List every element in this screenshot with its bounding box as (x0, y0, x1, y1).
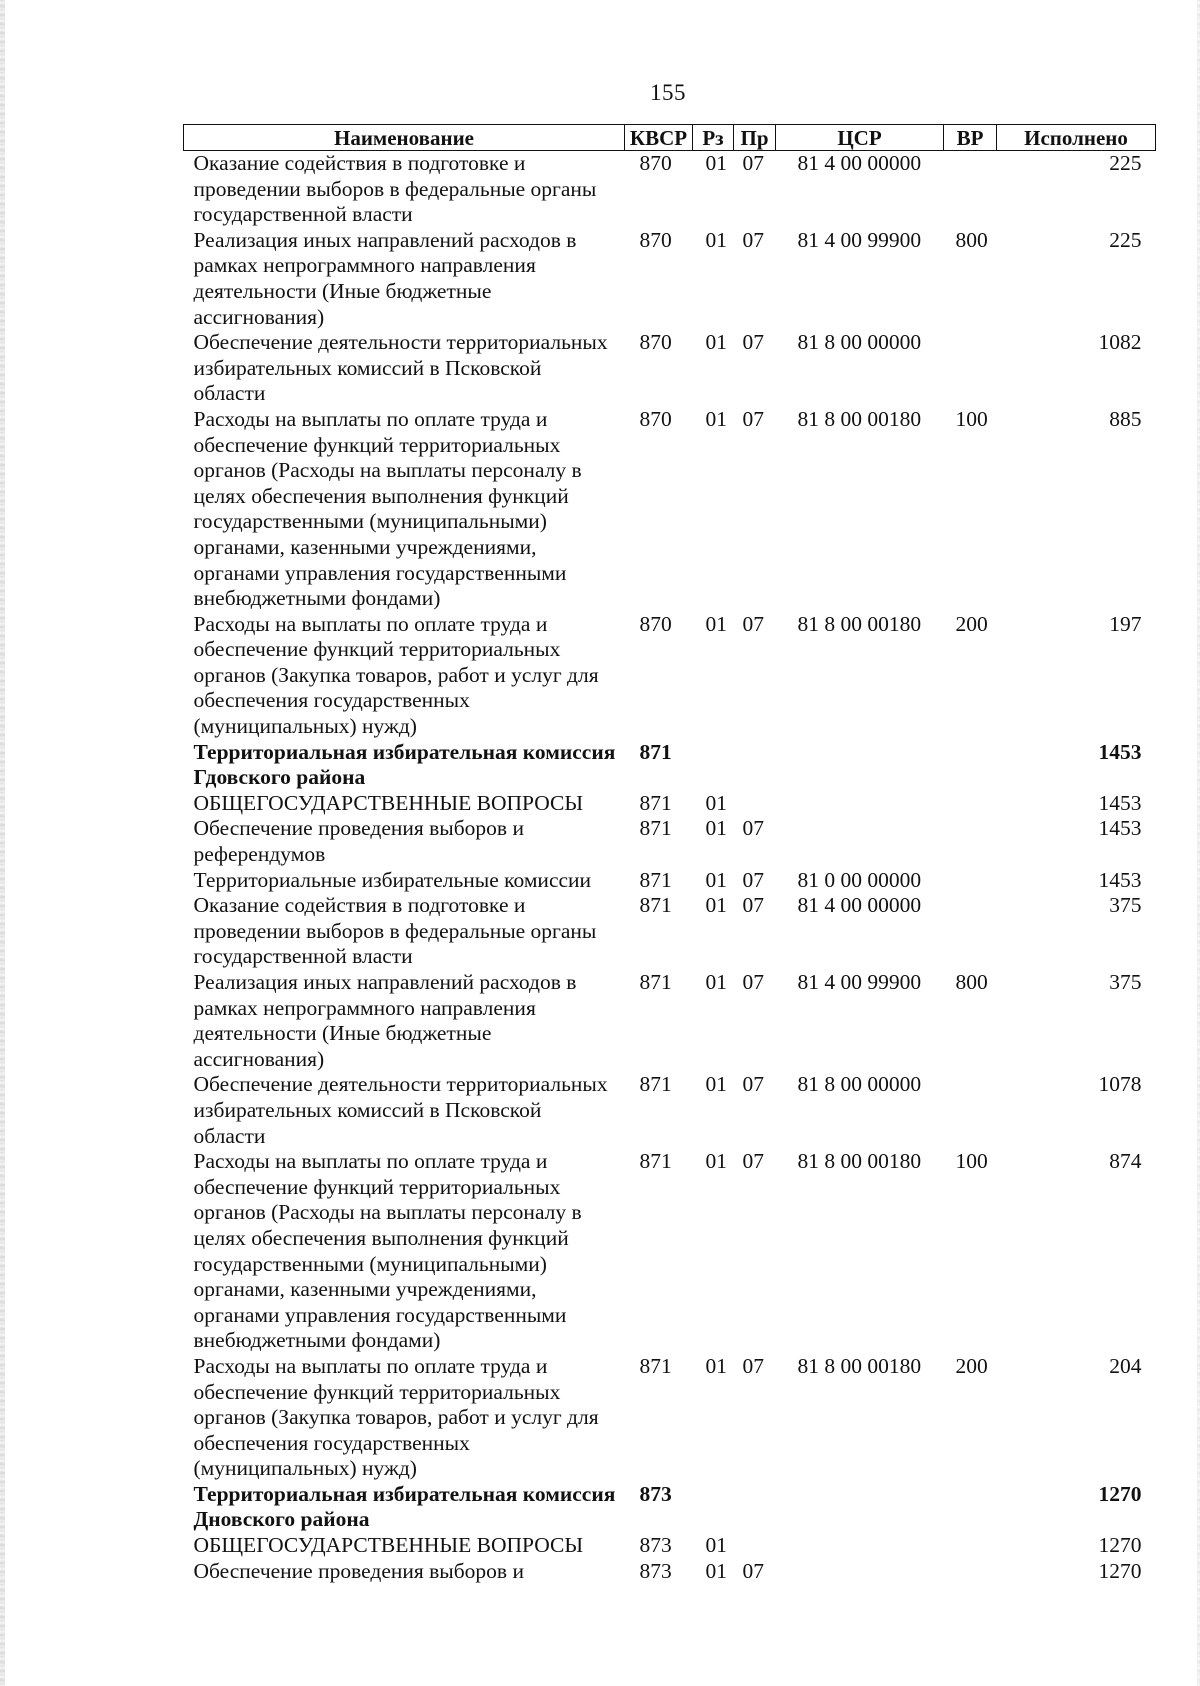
scan-edge-left (0, 0, 5, 1686)
cell-pr: 07 (742, 330, 764, 355)
cell-pr (734, 1533, 776, 1559)
cell-csr (776, 1559, 944, 1585)
column-header-name: Наименование (184, 125, 625, 151)
cell-csr: 81 8 00 00000 (797, 1072, 922, 1097)
cell-name: Территориальные избирательные комиссии (193, 867, 592, 892)
cell-csr: 81 8 00 00180 (797, 1149, 922, 1174)
cell-done: 225 (1109, 227, 1142, 252)
cell-pr: 07 (742, 893, 764, 918)
table-row (184, 970, 1156, 1072)
cell-rz: 01 (705, 406, 727, 431)
cell-vr: 800 (955, 227, 988, 252)
cell-name: Реализация иных направлений расходов в рамках непрограммного направления деятельности (Иные бюджетные ассигнования) (193, 227, 577, 329)
cell-name: Обеспечение деятельности территориальных избирательных комиссий в Псковской области (193, 1072, 608, 1148)
cell-rz (693, 1482, 734, 1533)
table-row (184, 330, 1156, 407)
cell-rz: 01 (705, 227, 727, 252)
cell-rz: 01 (705, 1533, 727, 1558)
table-body (184, 151, 1156, 1585)
cell-done: 225 (1109, 151, 1142, 175)
cell-done: 375 (1109, 893, 1142, 918)
cell-kvsr: 871 (639, 1149, 672, 1174)
cell-vr (944, 791, 997, 817)
cell-kvsr: 870 (639, 227, 672, 252)
cell-name: Обеспечение деятельности территориальных избирательных комиссий в Псковской области (193, 330, 608, 406)
cell-kvsr: 871 (639, 790, 672, 815)
cell-vr (944, 740, 997, 791)
cell-done: 874 (1109, 1149, 1142, 1174)
cell-kvsr: 871 (639, 867, 672, 892)
table-row (184, 228, 1156, 330)
cell-csr: 81 0 00 00000 (797, 867, 922, 892)
cell-done: 885 (1109, 406, 1142, 431)
table-row (184, 868, 1156, 894)
cell-name: Расходы на выплаты по оплате труда и обеспечение функций территориальных органов (Закупка товаров, работ и услуг для обеспечения государственных (муниципальных) нужд) (193, 1353, 599, 1481)
cell-done: 197 (1109, 611, 1142, 636)
cell-rz: 01 (705, 816, 727, 841)
column-header-csr: ЦСР (776, 125, 944, 151)
cell-pr: 07 (742, 151, 764, 175)
table-row (184, 893, 1156, 970)
cell-pr: 07 (742, 1353, 764, 1378)
cell-pr: 07 (742, 816, 764, 841)
cell-name: Территориальная избирательная комиссия Гдовского района (193, 739, 616, 790)
cell-vr (944, 868, 997, 894)
cell-done: 1453 (1098, 739, 1142, 764)
column-header-done: Исполнено (997, 125, 1156, 151)
cell-name: ОБЩЕГОСУДАРСТВЕННЫЕ ВОПРОСЫ (193, 790, 584, 815)
cell-csr (776, 1533, 944, 1559)
cell-kvsr: 871 (639, 739, 672, 764)
cell-pr (734, 1482, 776, 1533)
cell-kvsr: 870 (639, 406, 672, 431)
table-row-section (184, 740, 1156, 791)
cell-name: Реализация иных направлений расходов в рамках непрограммного направления деятельности (Иные бюджетные ассигнования) (193, 970, 577, 1071)
cell-name: Оказание содействия в подготовке и проведении выборов в федеральные органы государственной власти (193, 151, 597, 227)
table-header-row (184, 125, 1156, 151)
cell-kvsr: 871 (639, 1072, 672, 1097)
table-row (184, 1559, 1156, 1585)
cell-csr (776, 791, 944, 817)
cell-pr: 07 (742, 406, 764, 431)
cell-pr (734, 740, 776, 791)
budget-table (183, 124, 1156, 1584)
cell-kvsr: 871 (639, 1353, 672, 1378)
page-number: 155 (650, 80, 686, 105)
cell-kvsr: 871 (639, 816, 672, 841)
cell-rz: 01 (705, 790, 727, 815)
cell-kvsr: 871 (639, 893, 672, 918)
cell-csr: 81 4 00 99900 (797, 970, 922, 994)
cell-csr: 81 8 00 00180 (797, 1353, 922, 1378)
cell-done: 1453 (1098, 816, 1142, 841)
cell-vr: 800 (955, 970, 988, 994)
cell-vr: 100 (955, 1149, 988, 1174)
table-row (184, 1354, 1156, 1482)
cell-pr: 07 (742, 1558, 764, 1583)
cell-kvsr: 870 (639, 330, 672, 355)
table-row (184, 407, 1156, 612)
cell-rz: 01 (705, 1149, 727, 1174)
cell-vr (944, 151, 997, 228)
cell-pr: 07 (742, 611, 764, 636)
cell-csr: 81 4 00 00000 (797, 151, 922, 175)
table-row (184, 151, 1156, 228)
cell-name: Расходы на выплаты по оплате труда и обеспечение функций территориальных органов (Расходы на выплаты персоналу в целях обеспечения выполнения функций государственными (муниципальными) органами, казенными учреждениями, органами управления государственными внебюджетными фондами) (193, 406, 582, 611)
cell-kvsr: 870 (639, 611, 672, 636)
cell-rz (693, 740, 734, 791)
cell-done: 1270 (1098, 1481, 1142, 1506)
cell-rz: 01 (705, 1072, 727, 1097)
cell-rz: 01 (705, 1558, 727, 1583)
cell-vr (944, 1072, 997, 1149)
cell-kvsr: 870 (639, 151, 672, 175)
cell-pr: 07 (742, 970, 764, 994)
cell-kvsr: 873 (639, 1481, 672, 1506)
table-row (184, 1072, 1156, 1149)
cell-pr: 07 (742, 1149, 764, 1174)
cell-done: 1270 (1098, 1558, 1142, 1583)
cell-csr (776, 1482, 944, 1533)
cell-name: Оказание содействия в подготовке и проведении выборов в федеральные органы государственной власти (193, 893, 597, 969)
cell-done: 1082 (1098, 330, 1142, 355)
table-row (184, 816, 1156, 867)
cell-vr (944, 1482, 997, 1533)
cell-name: Расходы на выплаты по оплате труда и обеспечение функций территориальных органов (Закупка товаров, работ и услуг для обеспечения государственных (муниципальных) нужд) (193, 611, 599, 739)
cell-csr: 81 4 00 99900 (797, 227, 922, 252)
cell-pr: 07 (742, 227, 764, 252)
cell-kvsr: 873 (639, 1558, 672, 1583)
cell-rz: 01 (705, 893, 727, 918)
column-header-vr: ВР (944, 125, 997, 151)
cell-csr: 81 8 00 00000 (797, 330, 922, 355)
cell-vr (944, 816, 997, 867)
column-header-pr: Пр (734, 125, 776, 151)
cell-vr (944, 1533, 997, 1559)
cell-rz: 01 (705, 867, 727, 892)
table-row-section (184, 1482, 1156, 1533)
table-row (184, 1149, 1156, 1354)
cell-done: 1078 (1098, 1072, 1142, 1097)
cell-csr: 81 8 00 00180 (797, 611, 922, 636)
cell-done: 204 (1109, 1353, 1142, 1378)
cell-done: 1453 (1098, 790, 1142, 815)
cell-rz: 01 (705, 151, 727, 175)
cell-csr (776, 816, 944, 867)
cell-name: Обеспечение проведения выборов и (193, 1558, 524, 1583)
cell-kvsr: 871 (639, 970, 672, 994)
cell-rz: 01 (705, 330, 727, 355)
cell-pr: 07 (742, 867, 764, 892)
cell-done: 375 (1109, 970, 1142, 994)
cell-vr: 200 (955, 1353, 988, 1378)
cell-rz: 01 (705, 970, 727, 994)
cell-name: Территориальная избирательная комиссия Дновского района (193, 1481, 616, 1532)
cell-done: 1453 (1098, 867, 1142, 892)
column-header-rz: Рз (693, 125, 734, 151)
cell-vr (944, 893, 997, 970)
cell-rz: 01 (705, 1353, 727, 1378)
cell-name: Обеспечение проведения выборов и референдумов (193, 816, 524, 867)
cell-vr: 100 (955, 406, 988, 431)
cell-vr (944, 330, 997, 407)
cell-name: ОБЩЕГОСУДАРСТВЕННЫЕ ВОПРОСЫ (193, 1533, 584, 1558)
table-row (184, 612, 1156, 740)
cell-name: Расходы на выплаты по оплате труда и обеспечение функций территориальных органов (Расходы на выплаты персоналу в целях обеспечения выполнения функций государственными (муниципальными) органами, казенными учреждениями, органами управления государственными внебюджетными фондами) (193, 1149, 582, 1353)
cell-done: 1270 (1098, 1533, 1142, 1558)
cell-csr (776, 740, 944, 791)
cell-csr: 81 8 00 00180 (797, 406, 922, 431)
cell-pr: 07 (742, 1072, 764, 1097)
table-row (184, 1533, 1156, 1559)
cell-pr (734, 791, 776, 817)
column-header-kvsr: КВСР (625, 125, 693, 151)
cell-csr: 81 4 00 00000 (797, 893, 922, 918)
table-row (184, 791, 1156, 817)
cell-vr (944, 1559, 997, 1585)
cell-kvsr: 873 (639, 1533, 672, 1558)
cell-rz: 01 (705, 611, 727, 636)
cell-vr: 200 (955, 611, 988, 636)
